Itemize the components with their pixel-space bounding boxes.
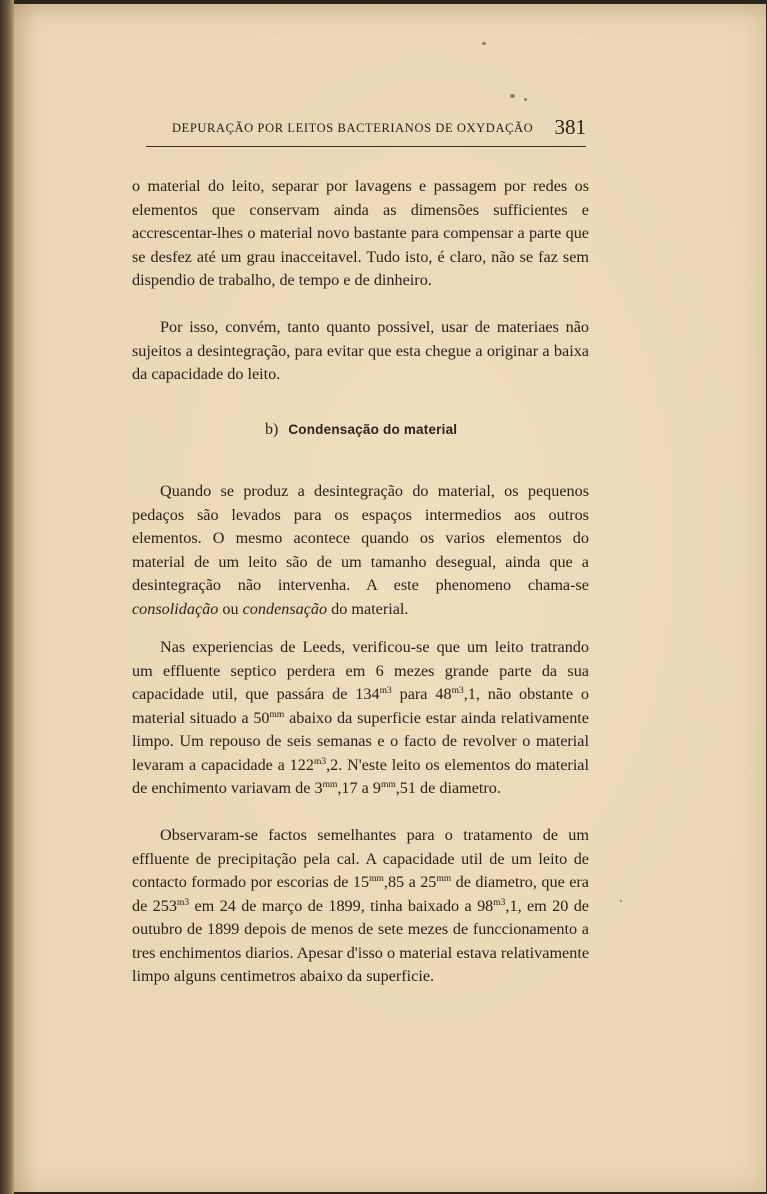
text-run: Nas experiencias de Leeds, verificou-se que um leito tratrando um effluente septico perdera em 6 mezes grande parte da sua capacidade util, que passára de 134 [132,638,589,703]
paragraph-2: Por isso, convém, tanto quanto possivel, usar de materiaes não sujeitos a desintegração, para evitar que esta chegue a originar a baixa da capacidade do leito. [132,318,589,383]
paper-spot [482,42,486,45]
unit-superscript: mm [369,874,384,884]
italic-term: consolidação [132,599,219,618]
paragraph-4 [132,636,589,801]
unit-superscript: m3 [176,897,190,908]
unit-superscript: m3 [379,686,392,696]
text-run: ,2. N'este leito os elementos do material de enchimento variavam de 3 [132,755,589,797]
paragraph-1: o material do leito, separar por lavagens e passagem por redes os elementos que conservam ainda as dimensões sufficientes e accrescentar-lhes o material novo bastante para compensar a parte que se desfez até um grau inacceitavel. Tudo isto, é claro, não se faz sem dispendio de trabalho, de tempo e de dinheiro. [132,177,589,289]
text-run: ou [218,599,243,618]
text-run: Observaram-se factos semelhantes para o tratamento de um effluente de precipitação pela cal. A capacidade util de um leito de contacto formado por escorias de 15 [132,826,589,891]
unit-superscript: m3 [493,897,506,908]
italic-term: condensação [242,599,328,618]
unit-superscript: mm [436,874,452,884]
section-title: Condensação do material [288,422,458,437]
text-run: para 48 [391,685,452,703]
unit-superscript: m3 [451,686,464,696]
running-head-title: DEPURAÇÃO POR LEITOS BACTERIANOS DE OXYDAÇÃO [172,121,534,135]
book-gutter [0,0,14,1194]
unit-superscript: m3 [313,756,327,767]
text-run: do material. [327,599,409,618]
unit-superscript: mm [380,780,396,790]
section-heading [265,421,457,439]
unit-superscript: mm [269,709,285,720]
text-run: ,1, em 20 de outubro de 1899 depois de menos de sete mezes de funccionamento a tres enchimentos diarios. Apesar d'isso o material estava relativamente limpo alguns centimetros abaixo da superficie. [132,896,589,985]
page-number: 381 [554,115,586,139]
paper-spot [620,900,622,902]
text-run: em 24 de março de 1899, tinha baixado a 98 [189,896,494,915]
running-header [172,115,586,145]
text-run: ,1, não obstante o material situado a 50 [132,685,589,727]
paragraph-5 [132,824,589,989]
text-run: ,17 a 9 [337,779,381,797]
text-run: abaixo da superficie estar ainda relativamente limpo. Um repouso de seis semanas e o facto de revolver o material levaram a capacidade a 122 [132,708,589,774]
section-marker: b) [265,421,279,438]
unit-superscript: mm [322,780,338,790]
text-run: de diametro, que era de 253 [132,873,589,915]
text-run: ,51 de diametro. [395,779,501,797]
header-rule [146,146,586,147]
text-run: Quando se produz a desintegração do material, os pequenos pedaços são levados para os espaços intermedios aos outros elementos. O mesmo acontece quando os varios elementos do material de um leito são de um tamanho desegual, ainda que a desintegração não intervenha. A este phenomeno chama-se [132,482,589,594]
paper-spot [524,98,527,101]
text-run: ,85 a 25 [383,873,437,891]
paper-spot [510,94,515,98]
paragraph-3 [132,480,589,621]
